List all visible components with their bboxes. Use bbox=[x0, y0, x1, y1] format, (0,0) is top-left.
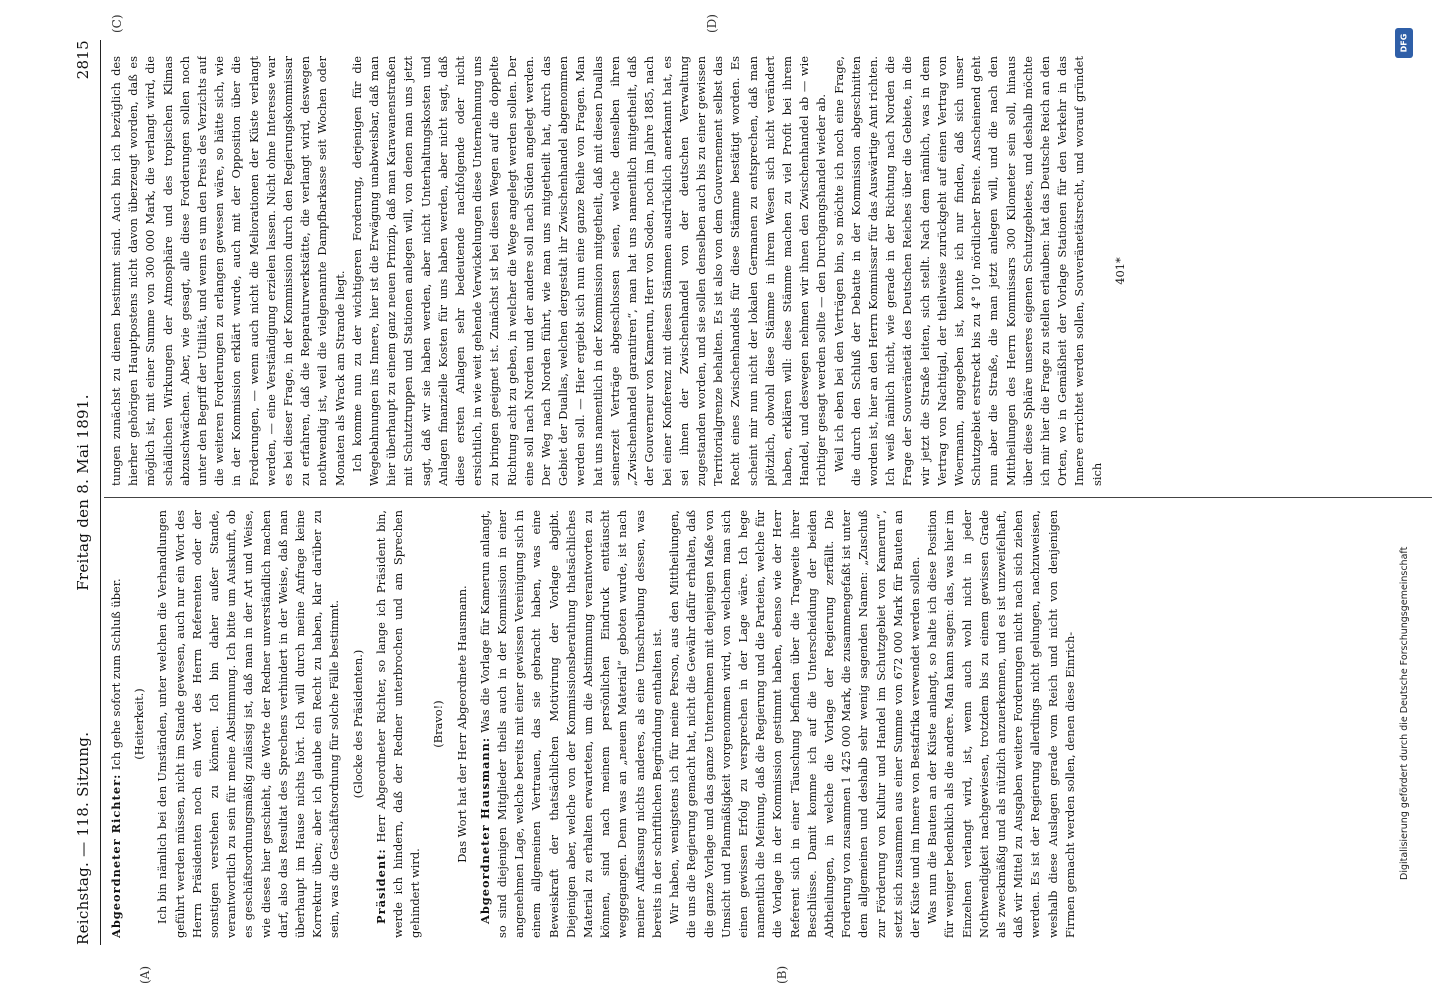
interjection: (Glocke des Präsidenten.) bbox=[350, 649, 365, 799]
paragraph bbox=[108, 510, 125, 938]
margin-marker-b: (B) bbox=[775, 965, 789, 984]
interjection: (Bravo!) bbox=[431, 700, 446, 748]
margin-marker-a: (A) bbox=[138, 965, 152, 984]
paragraph: tungen zunächst zu dienen bestimmt sind. Auch bin ich bezüglich des hierher gehörigen Hauptpostens nicht davon überzeugt worden, daß es möglich ist, mit einer Summe von 300 000 Mark, die verlangt wird, die schädlichen Wirkungen der Atmosphäre und des tropischen Klimas abzuschwächen. Aber, wie gesagt, alle diese Forderungen sollen noch unter den Begriff der Utilität, und wenn es um den Preis des Verzichts auf die weiteren Forderungen zu erlangen gewesen wäre, so hätte sich, wie in der Kommission erklärt wurde, auch mit der Opposition über die Forderungen, — wenn auch nicht die Meliorationen der Küste verlangt werden, — eine Verständigung erzielen lassen. Nicht ohne Interesse war es bei dieser Frage, in der Kommission durch den Regierungskommissar zu erfahren, daß die Reparaturwerkstätte, die verlangt wird, deswegen nothwendig ist, weil die vielgenannte Dampfbarkasse seit Wochen oder Monaten als Wrack am Strande liegt. bbox=[109, 56, 347, 486]
speaker-name: Präsident: bbox=[373, 848, 388, 924]
paragraph: Was nun die Bauten an der Küste anlangt, so halte ich diese Position für weniger bedenklich als die andere. Man kann sagen: das, was hier im Einzelnen verlangt wird, ist, wenn auch wohl nicht in jeder Nothwendigkeit nachgewiesen, trotzdem bis zu einem gewissen Grade als zweckmäßig und als nützlich anzuerkennen, und es ist unzweifelhaft, daß wir Mittel zu Ausgaben weitere Forderungen nicht nach sich ziehen werden. Es ist der Regierung allerdings nicht gelungen, nachzuweisen, weshalb diese Auslagen gerade vom Reich und nicht von denjenigen Firmen gemacht werden sollen, denen diese Einrich- bbox=[925, 510, 1077, 938]
header-rule bbox=[100, 40, 101, 945]
speech-text: Herr Abgeordneter Richter, so lange ich Präsident bin, werde ich hindern, daß der Redner unterbrochen und am Sprechen gehindert wird. bbox=[373, 510, 423, 938]
signature-mark: 401* bbox=[1112, 257, 1127, 285]
margin-marker-c: (C) bbox=[110, 14, 124, 33]
speaker-name: Abgeordneter Hausmann: bbox=[477, 736, 492, 924]
dfg-logo: DFG bbox=[1395, 28, 1413, 58]
digitization-credit: Digitalisierung gefördert durch die Deutsche Forschungsgemeinschaft bbox=[1399, 546, 1410, 880]
paragraph: Ich komme nun zu der wichtigeren Forderung, derjenigen für die Wegebahnungen ins Innere, hier ist die Erwägung unabweisbar, daß man hier überhaupt zu einem ganz neuen Prinzip, daß man Karawanenstraßen mit Schutztruppen und Stationen anlegen will, von denen man uns jetzt sagt, daß wir sie haben werden, aber nicht Unterhaltungskosten und Anlagen finanzielle Kosten für uns haben werden, aber nicht sagt, daß diese ersten Anlagen sehr bedeutende nachfolgende oder nicht ersichtlich, in wie weit gehende Verwickelungen diese Unternehmung uns zu bringen geeignet ist. Zunächst ist bei diesen Wegen auf die doppelte Richtung acht zu geben, in welcher die Wege angelegt werden sollen. Der eine soll nach Norden und der andere soll nach Süden angelegt werden. Der Weg nach Norden führt, wie man uns mitgetheilt hat, durch das Gebiet der Duallas, welchen dergestalt ihr Zwischenhandel abgenommen werden soll. — Hier ergiebt sich nun eine ganze Reihe von Fragen. Man hat uns namentlich in der Kommission mitgetheilt, daß mit diesen Duallas seinerzeit Verträge abgeschlossen seien, welche denselben ihren „Zwischenhandel garantiren“, man hat uns namentlich mitgetheilt, daß der Gouverneur von Kamerun, Herr von Soden, noch im Jahre 1885, nach bei einer Konferenz mit diesen Stämmen ausdrücklich anerkannt hat, es sei ihnen der Zwischenhandel von der deutschen Verwaltung zugestanden worden, und sie sollen denselben auch bis zu einer gewissen Territorialgrenze behalten. Es ist also von dem Gouvernement selbst das Recht eines Zwischenhandels für diese Stämme bestätigt worden. Es scheint mir nun nicht der lokalen Germanen zu entsprechen, daß man plötzlich, obwohl diese Stämme in ihrem Wesen sich nicht verändert haben, erklären will: diese Stämme machen zu viel Profit bei ihrem Handel, und deswegen nehmen wir ihnen den Zwischenhandel ab — wie richtiger gesagt werden sollte — den Durchgangshandel wieder ab. bbox=[349, 56, 829, 486]
margin-marker-d: (D) bbox=[705, 14, 719, 33]
page-header bbox=[70, 40, 96, 945]
right-column bbox=[108, 56, 1428, 486]
paragraph bbox=[373, 510, 425, 938]
speech-text: Was die Vorlage für Kamerun anlangt, so sind diejenigen Mitglieder theils auch in der Kommission in einer angenehmen Lage, welche bereits mit einer gewissen Vereinigung sich in einem allgemeinen Vertrauen, das sie gebracht haben, was eine Beweiskraft der thatsächlichen Motivirung der Vorlage abgibt. Diejenigen aber, welche von der Kommissionsberathung thatsächliches Material zu erhalten erwarteten, um die Abstimmung verantworten zu können, sind nach meinem persönlichen Eindruck enttäuscht weggegangen. Denn was an „neuem Material“ geboten wurde, ist nach meiner Auffassung nichts anderes, als eine Umschreibung dessen, was bereits in der schriftlichen Begründung enthalten ist. bbox=[477, 510, 664, 938]
paragraph: Weil ich eben bei den Verträgen bin, so möchte ich noch eine Frage, die durch den Schluß der Debatte in der Kommission abgeschnitten worden ist, hier an den Herrn Kommissar für das Auswärtige Amt richten. Ich weiß nämlich nicht, wie gerade in der Richtung nach Norden die Frage der Souveränetät des Deutschen Reiches über die Gebiete, in die wir jetzt die Straße leiten, sich stellt. Nach dem nämlich, was in dem Vertrag von Nachtigal, der theilweise zurückgeht auf einen Vertrag von Woermann, angegeben ist, konnte ich nur finden, daß sich unser Schutzgebiet erstreckt bis zu 4° 10' nördlicher Breite. Anscheinend geht nun aber die Straße, die man jetzt anlegen will, und die nach den Mittheilungen des Herrn Kommissars 300 Kilometer sein soll, hinaus über diese Sphäre unseres eigenen Schutzgebietes, und deshalb möchte ich mir hier die Frage zu stellen erlauben: hat das Deutsche Reich an den Orten, wo in Gemäßheit der Vorlage Stationen für den Verkehr in das Innere errichtet werden sollen, Souveränetätsrecht, und worauf gründet sich bbox=[831, 56, 1104, 486]
left-column bbox=[108, 510, 1428, 938]
header-date: Freitag den 8. Mai 1891. bbox=[74, 394, 92, 591]
interjection: (Heiterkeit.) bbox=[132, 688, 147, 760]
paragraph: Ich bin nämlich bei den Umständen, unter welchen die Verhandlungen geführt werden müssen, nicht im Stande gewesen, auch nur ein Wort des Herrn Präsidenten noch ein Wort des Herrn Referenten oder der sonstigen verstehen zu können. Ich bin daher außer Stande, verantwortlich zu sein für meine Abstimmung. Ich bitte um Auskunft, ob es geschäftsordnungsmäßig zulässig ist, daß man in der Art und Weise, wie dieses hier geschieht, die Worte der Redner unverständlich machen darf, also das Resultat des Sprechens verhindert in der Weise, daß man überhaupt im Hause nichts hört. Ich will durch meine Anfrage keine Korrektur üben; aber ich glaube ein Recht zu haben, klar darüber zu sein, was die Geschäftsordnung für solche Fälle bestimmt. bbox=[155, 510, 342, 938]
speech-text: Ich gehe sofort zum Schluß über. bbox=[109, 578, 123, 771]
header-left: Reichstag. — 118. Sitzung. bbox=[74, 731, 92, 945]
floor-announcement: Das Wort hat der Herr Abgeordnete Hausmann. bbox=[454, 585, 469, 863]
speaker-name: Abgeordneter Richter: bbox=[109, 773, 123, 938]
page-number: 2815 bbox=[74, 40, 92, 80]
paragraph: Wir haben, wenigstens ich für meine Person, aus den Mittheilungen, die uns die Regierung gemacht hat, nicht die Gewähr dafür erhalten, daß die ganze Vorlage und das ganze Unternehmen mit denjenigen Maße von Umsicht und Planmäßigkeit vorgenommen wird, von welchem man sich einen gewissen Erfolg zu versprechen in der Lage wäre. Ich hege namentlich die Meinung, daß die Regierung und die Parteien, welche für die Vorlage in der Kommission gestimmt haben, ebenso wie der Herr Referent sich in einer Täuschung befinden über die Tragweite ihrer Beschlüsse. Damit komme ich auf die Unterscheidung der beiden Abtheilungen, in welche die Vorlage der Regierung zerfällt. Die Forderung von zusammen 1 425 000 Mark, die zusammengefaßt ist unter dem allgemeinen und deshalb sehr wenig sagenden Namen: „Zuschuß zur Förderung von Kultur und Handel im Schutzgebiet von Kamerun“, setzt sich zusammen aus einer Summe von 672 000 Mark für Bauten an der Küste und im Innere von Bestafrika verwendet werden sollen. bbox=[667, 510, 922, 938]
paragraph bbox=[477, 510, 666, 938]
column-divider bbox=[104, 497, 1432, 498]
